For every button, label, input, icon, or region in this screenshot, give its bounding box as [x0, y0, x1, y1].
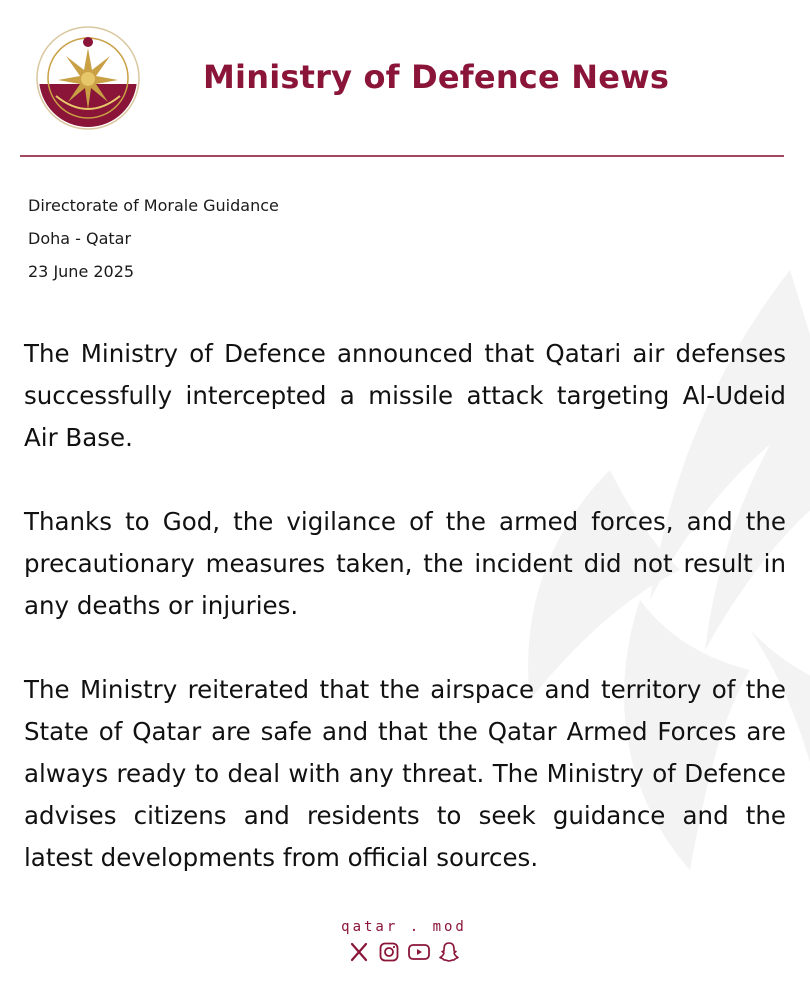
directorate-text: Directorate of Morale Guidance — [28, 196, 279, 215]
youtube-icon[interactable] — [407, 940, 431, 964]
instagram-icon[interactable] — [377, 940, 401, 964]
snapchat-icon[interactable] — [437, 940, 461, 964]
ministry-emblem-logo — [36, 26, 140, 130]
date-text: 23 June 2025 — [28, 262, 135, 281]
statement-paragraph: The Ministry of Defence announced that Qatari air defenses successfully intercepted a missile attack targeting Al-Udeid Air Base. — [24, 339, 786, 452]
press-release-meta — [28, 196, 279, 295]
statement-paragraph: Thanks to God, the vigilance of the armed forces, and the precautionary measures taken, the incident did not result in any deaths or injuries. — [24, 507, 786, 620]
social-handle: qatar . mod — [341, 919, 467, 935]
footer — [330, 917, 478, 964]
header-divider — [20, 155, 784, 157]
statement-body — [24, 333, 786, 879]
social-icons — [330, 940, 478, 964]
statement-paragraph: The Ministry reiterated that the airspace and territory of the State of Qatar are safe and that the Qatar Armed Forces are always ready to deal with any threat. The Ministry of Defence advises citizens and residents to seek guidance and the latest developments from official sources. — [24, 675, 786, 872]
location-text: Doha - Qatar — [28, 229, 132, 248]
page-title: Ministry of Defence News — [203, 58, 670, 96]
x-icon[interactable] — [347, 940, 371, 964]
